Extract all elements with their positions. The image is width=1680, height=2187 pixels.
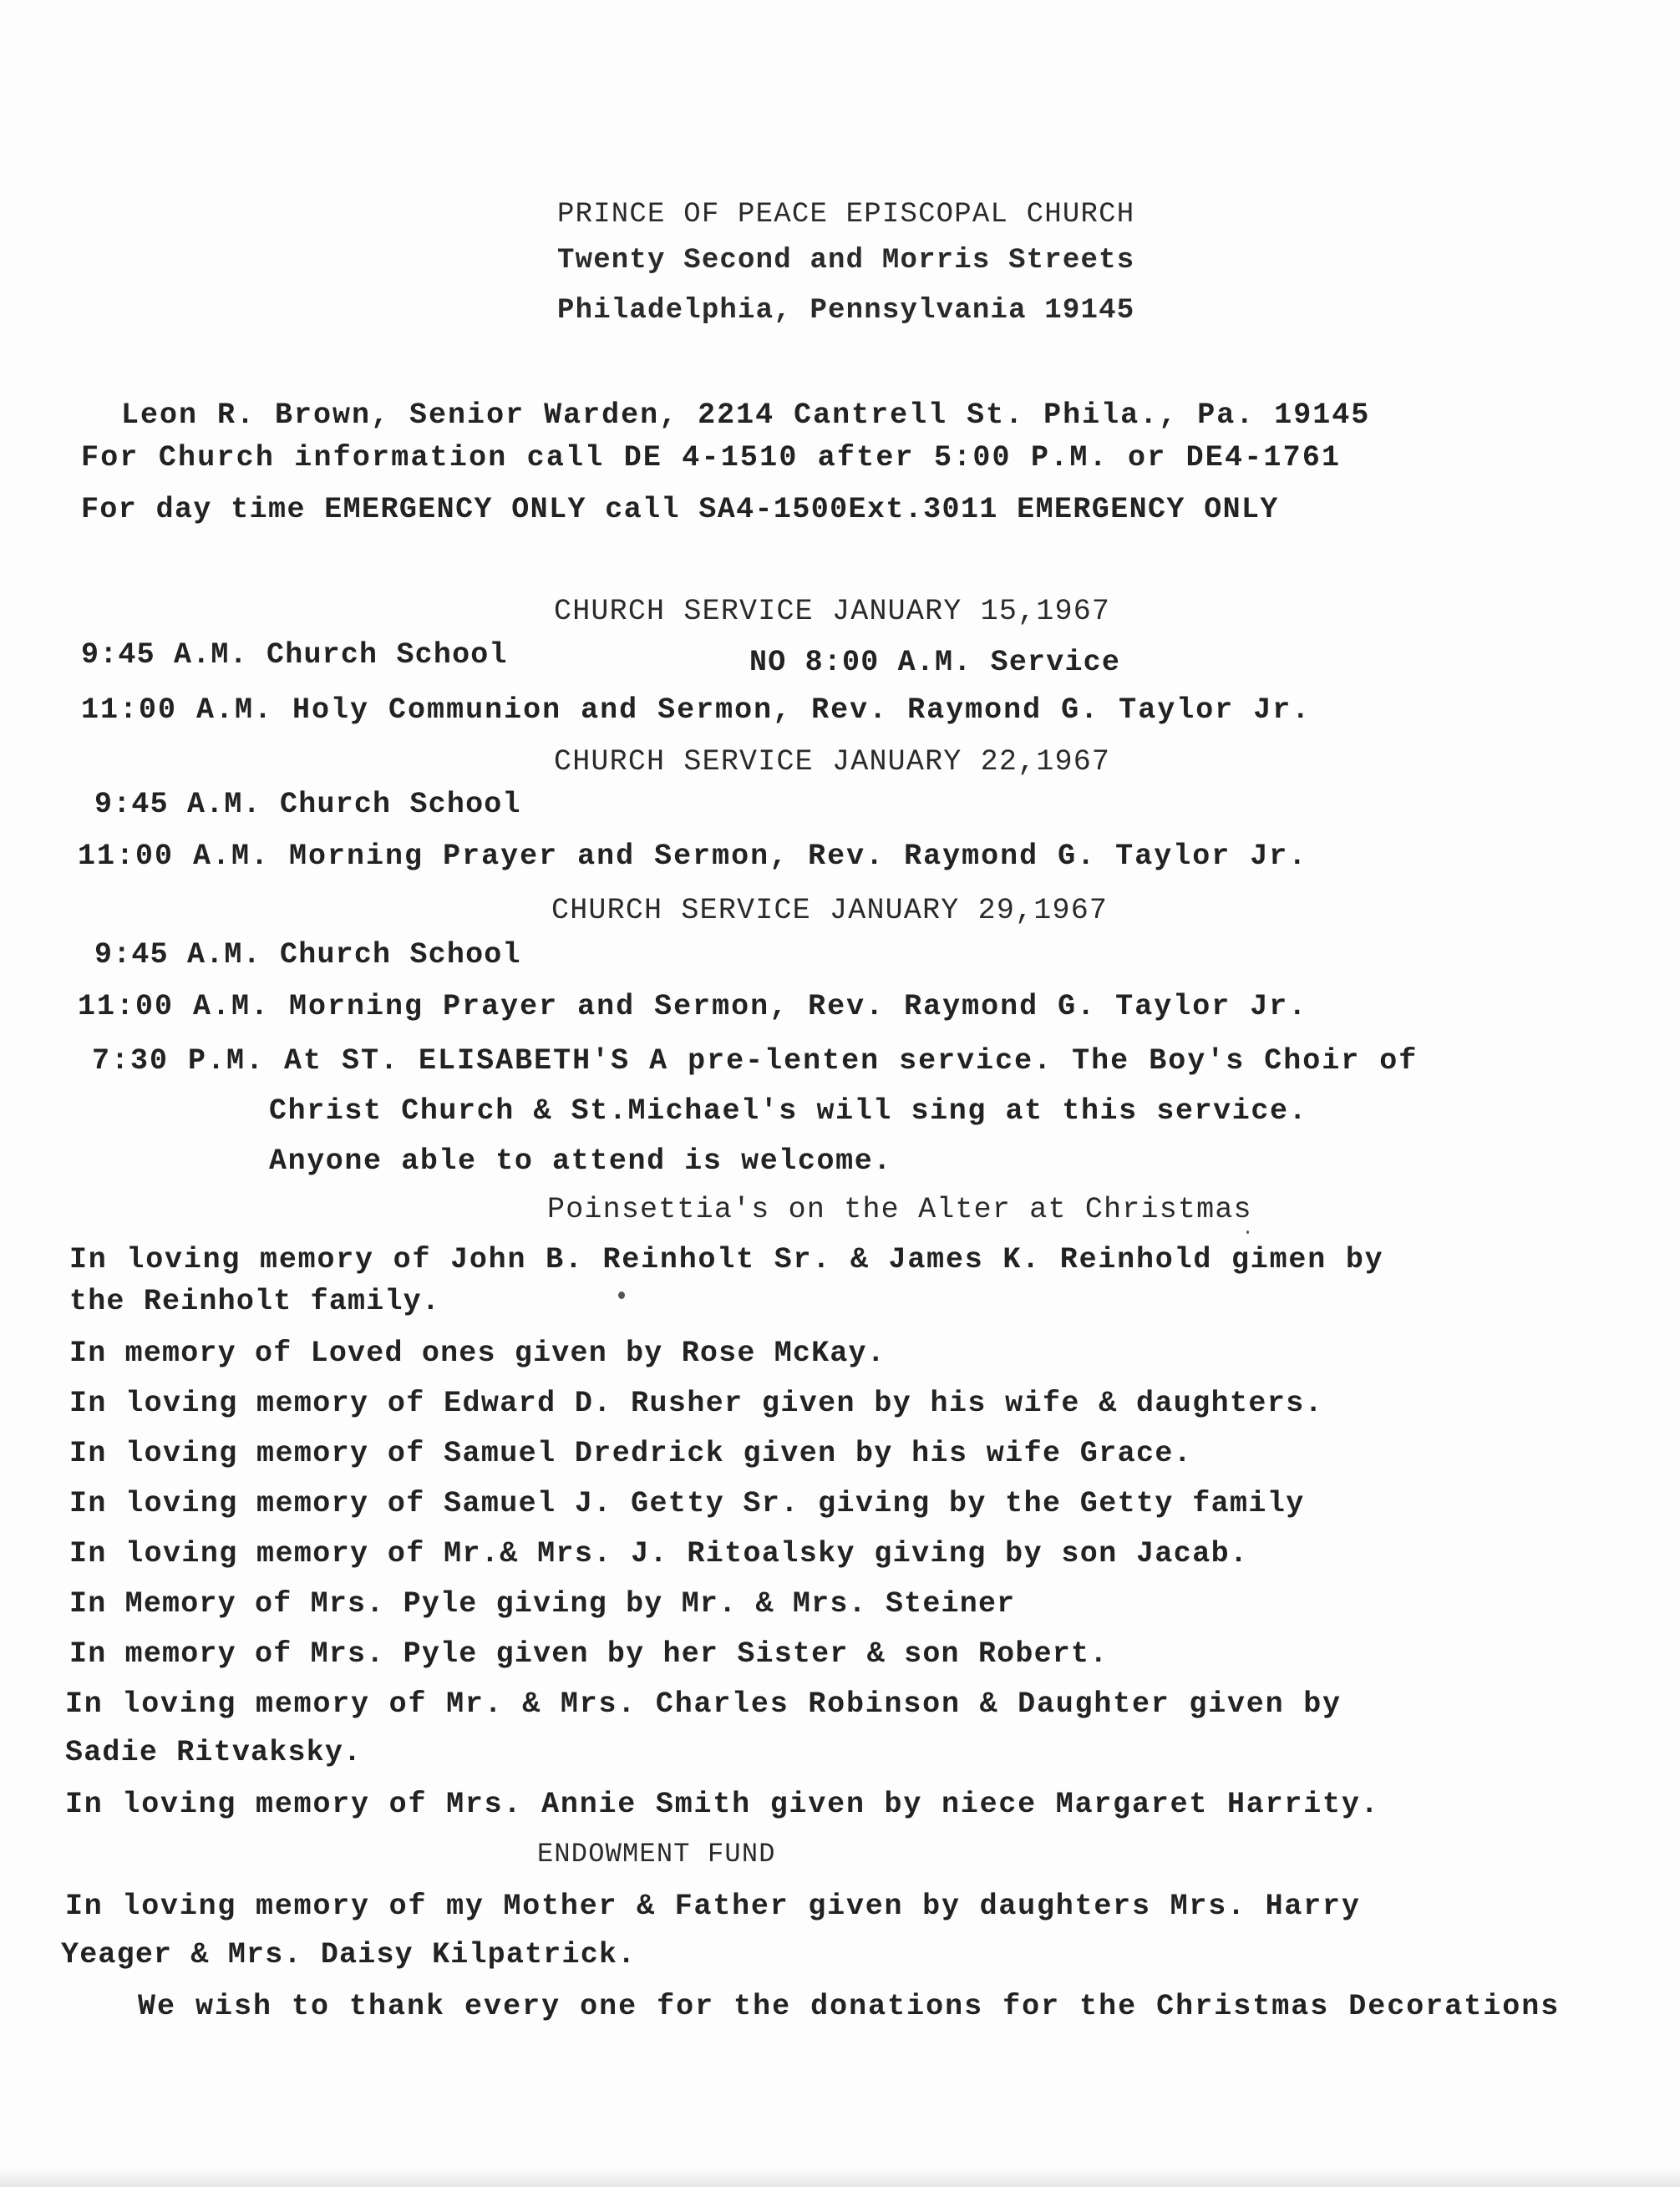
service-line: 7:30 P.M. At ST. ELISABETH'S A pre-lenten service. The Boy's Choir of xyxy=(92,1044,1419,1078)
memorial-line: In loving memory of Samuel J. Getty Sr. giving by the Getty family xyxy=(69,1487,1305,1520)
section-heading-endowment: ENDOWMENT FUND xyxy=(537,1839,776,1870)
memorial-line: In loving memory of Mrs. Annie Smith given by niece Margaret Harrity. xyxy=(65,1788,1380,1821)
memorial-line: In memory of Loved ones given by Rose McKay. xyxy=(69,1337,886,1370)
ink-speck xyxy=(1246,1231,1249,1234)
memorial-line: In loving memory of Mr. & Mrs. Charles Robinson & Daughter given by xyxy=(65,1687,1342,1721)
endowment-line: In loving memory of my Mother & Father given by daughters Mrs. Harry xyxy=(65,1890,1361,1923)
page-bottom-edge xyxy=(0,2169,1680,2187)
memorial-line: In loving memory of Edward D. Rusher given by his wife & daughters. xyxy=(69,1387,1324,1420)
emergency-contact: For day time EMERGENCY ONLY call SA4-1500Ext.3011 EMERGENCY ONLY xyxy=(81,493,1279,526)
closing-thanks: We wish to thank every one for the donations for the Christmas Decorations xyxy=(138,1990,1561,2023)
memorial-line: In loving memory of Mr.& Mrs. J. Ritoalsky giving by son Jacab. xyxy=(69,1537,1249,1570)
service-line: 11:00 A.M. Holy Communion and Sermon, Rev. Raymond G. Taylor Jr. xyxy=(81,693,1312,727)
section-heading-poinsettias: Poinsettia's on the Alter at Christmas xyxy=(547,1193,1252,1226)
warden-contact: Leon R. Brown, Senior Warden, 2214 Cantrell St. Phila., Pa. 19145 xyxy=(121,398,1371,432)
memorial-line: In memory of Mrs. Pyle given by her Sister & son Robert. xyxy=(69,1637,1109,1671)
church-info-contact: For Church information call DE 4-1510 after 5:00 P.M. or DE4-1761 xyxy=(81,441,1342,474)
memorial-line: the Reinholt family. xyxy=(69,1285,441,1318)
service-heading: CHURCH SERVICE JANUARY 22,1967 xyxy=(554,745,1111,779)
service-line: Christ Church & St.Michael's will sing at this service. xyxy=(269,1094,1308,1128)
service-line: 9:45 A.M. Church School xyxy=(94,788,521,821)
church-street: Twenty Second and Morris Streets xyxy=(557,245,1135,277)
memorial-line: Sadie Ritvaksky. xyxy=(65,1736,363,1769)
ink-speck xyxy=(618,1291,625,1299)
church-city: Philadelphia, Pennsylvania 19145 xyxy=(557,295,1135,327)
service-line: 11:00 A.M. Morning Prayer and Sermon, Rev. Raymond G. Taylor Jr. xyxy=(78,990,1308,1023)
memorial-line: In Memory of Mrs. Pyle giving by Mr. & Mrs. Steiner xyxy=(69,1587,1016,1621)
memorial-line: In loving memory of John B. Reinholt Sr. & James K. Reinhold gimen by xyxy=(69,1243,1384,1276)
service-heading: CHURCH SERVICE JANUARY 29,1967 xyxy=(551,894,1109,927)
service-note: NO 8:00 A.M. Service xyxy=(749,646,1121,679)
service-line: 11:00 A.M. Morning Prayer and Sermon, Rev. Raymond G. Taylor Jr. xyxy=(78,840,1308,873)
service-line: 9:45 A.M. Church School xyxy=(81,638,508,672)
memorial-line: In loving memory of Samuel Dredrick given by his wife Grace. xyxy=(69,1437,1193,1470)
service-line: 9:45 A.M. Church School xyxy=(94,938,521,972)
endowment-line: Yeager & Mrs. Daisy Kilpatrick. xyxy=(61,1938,637,1971)
service-heading: CHURCH SERVICE JANUARY 15,1967 xyxy=(554,595,1111,628)
church-name: PRINCE OF PEACE EPISCOPAL CHURCH xyxy=(557,199,1135,231)
service-line: Anyone able to attend is welcome. xyxy=(269,1144,892,1178)
